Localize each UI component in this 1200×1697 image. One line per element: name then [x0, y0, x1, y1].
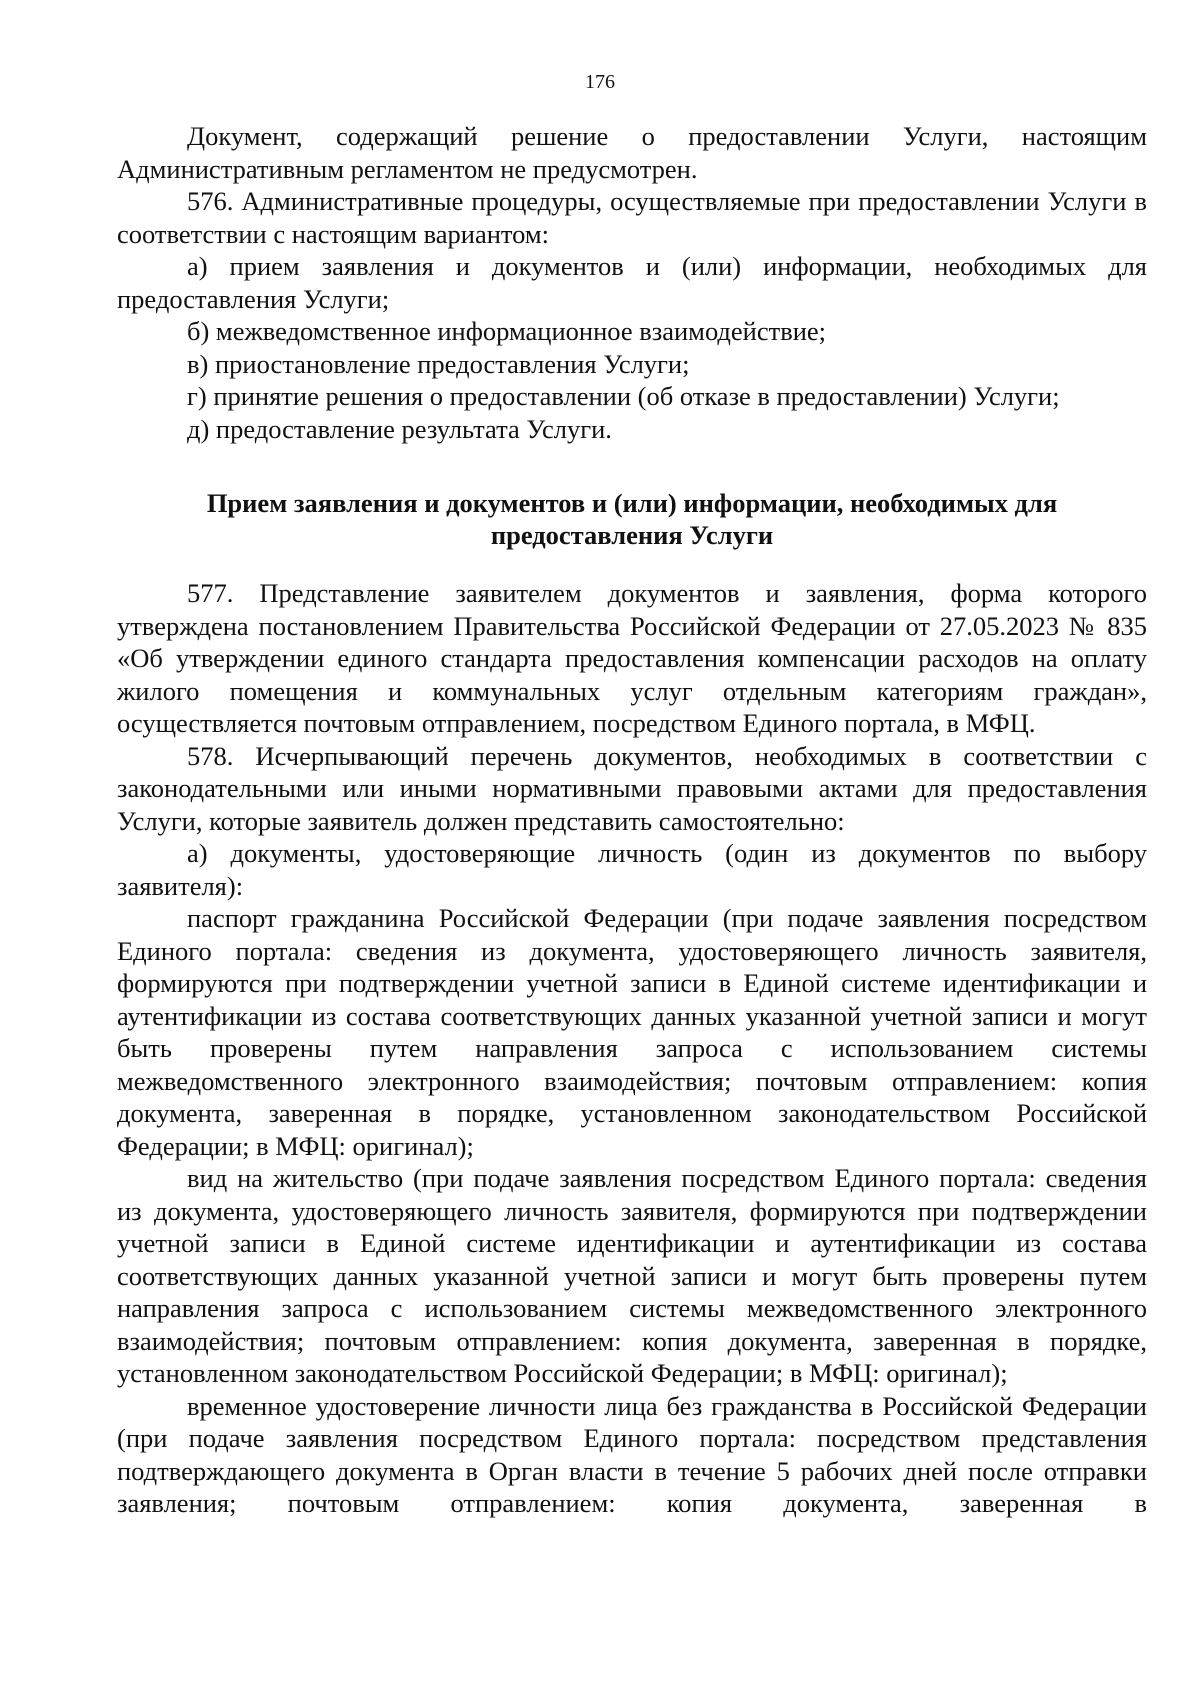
paragraph-residence-permit: вид на жительство (при подаче заявления посредством Единого портала: сведения из документа, удостоверяющего личность заявителя, формируются при подтверждении учетной записи в Единой системе идентификации и аутентификации из состава соответствующих данных указанной учетной записи и могут быть проверены путем направления запроса с использованием системы межведомственного электронного взаимодействия; почтовым отправлением: копия документа, заверенная в порядке, установленном законодательством Российской Федерации; в МФЦ: оригинал);: [117, 1163, 1147, 1388]
document-body: [117, 120, 1147, 1520]
list-item-b: б) межведомственное информационное взаимодействие;: [187, 316, 827, 346]
paragraph-577: 577. Представление заявителем документов и заявления, форма которого утверждена постановлением Правительства Российской Федерации от 27.05.2023 № 835 «Об утверждении единого стандарта предоставления компенсации расходов на оплату жилого помещения и коммунальных услуг отдельным категориям граждан», осуществляется почтовым отправлением, посредством Единого портала, в МФЦ.: [117, 578, 1147, 738]
list-item-v: в) приостановление предоставления Услуги;: [187, 348, 690, 379]
paragraph-578: 578. Исчерпывающий перечень документов, необходимых в соответствии с законодательными или иными нормативными правовыми актами для предоставления Услуги, которые заявитель должен представить самостоятельно:: [117, 740, 1147, 836]
page-number: 176: [585, 71, 615, 93]
section-heading-line-1: Прием заявления и документов и (или) информации, необходимых для: [206, 488, 1058, 518]
paragraph-576: 576. Административные процедуры, осуществляемые при предоставлении Услуги в соответствии с настоящим вариантом:: [117, 186, 1147, 249]
paragraph-temporary-id: временное удостоверение личности лица без гражданства в Российской Федерации (при подаче заявления посредством Единого портала: посредством представления подтверждающего документа в Орган власти в течение 5 рабочих дней после отправки заявления; почтовым отправлением: копия документа, заверенная в: [117, 1390, 1147, 1518]
section-heading: [117, 487, 1147, 551]
list-item-a: а) прием заявления и документов и (или) информации, необходимых для предоставления Услуги;: [117, 251, 1147, 314]
list-item-d: д) предоставление результата Услуги.: [187, 413, 612, 444]
list-item-identity-docs: а) документы, удостоверяющие личность (один из документов по выбору заявителя):: [117, 838, 1147, 901]
section-heading-line-2: предоставления Услуги: [490, 520, 774, 550]
paragraph-no-decision-doc: Документ, содержащий решение о предоставлении Услуги, настоящим Административным регламентом не предусмотрен.: [117, 121, 1147, 184]
list-item-g: г) принятие решения о предоставлении (об отказе в предоставлении) Услуги;: [187, 381, 1060, 411]
paragraph-passport: паспорт гражданина Российской Федерации (при подаче заявления посредством Единого портала: сведения из документа, удостоверяющего личность заявителя, формируются при подтверждении учетной записи в Единой системе идентификации и аутентификации из состава соответствующих данных указанной учетной записи и могут быть проверены путем направления запроса с использованием системы межведомственного электронного взаимодействия; почтовым отправлением: копия документа, заверенная в порядке, установленном законодательством Российской Федерации; в МФЦ: оригинал);: [117, 903, 1147, 1161]
